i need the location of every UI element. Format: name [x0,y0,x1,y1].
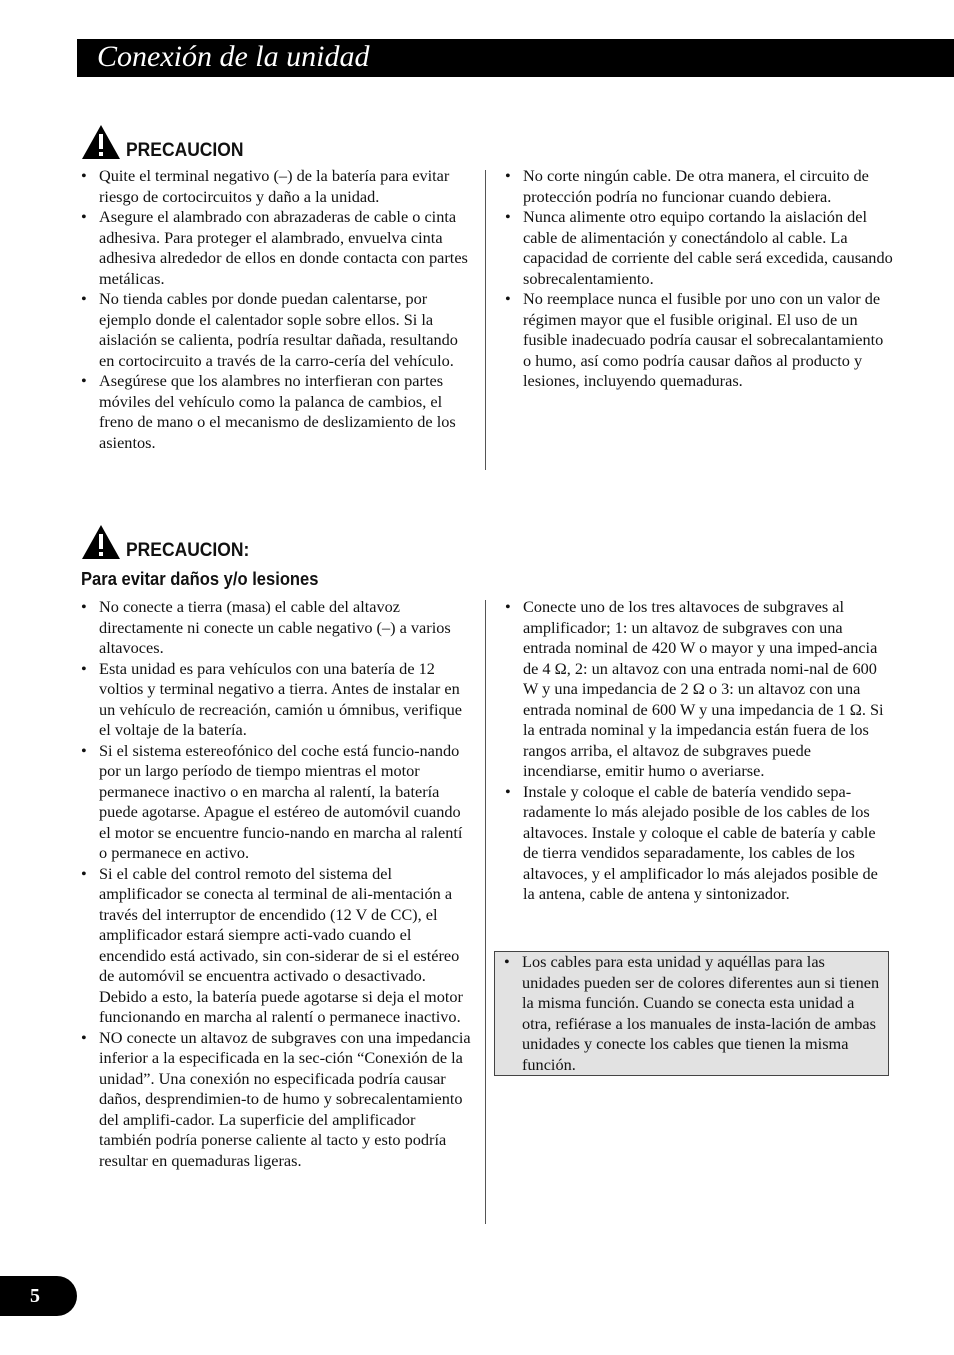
warning-triangle-icon [81,524,121,560]
section2-right-column [505,597,893,905]
section2-left-column [81,597,471,1171]
column-divider [485,600,486,1224]
list-item: • Asegúrese que los alambres no interfieran con partes móviles del vehículo como la palanca de cambios, el freno de mano o el mecanismo de deslizamiento de los asientos. [81,371,471,453]
list-item: • Instale y coloque el cable de batería vendido sepa-radamente lo más alejado posible de los cables de los altavoces. Instale y coloque el cable de batería y cable de tierra vendidos separadamente, los cables de los altavoces, y el amplificador lo más alejados posible de la antena, cable de antena y sintonizador. [505,782,893,905]
note-box [494,951,889,1076]
warning-label: PRECAUCION [126,140,244,161]
page-number: 5 [30,1285,40,1307]
list-item: • No corte ningún cable. De otra manera, el circuito de protección podría no funcionar cuando debiera. [505,166,893,207]
bullet-list [505,597,893,905]
list-item: • No tienda cables por donde puedan calentarse, por ejemplo donde el calentador sople sobre ellos. Si la aislación se calienta, podría resultar dañada, resultando en cortocircuito a través de la carro-cería del vehículo. [81,289,471,371]
warning-heading-2 [81,524,260,560]
section1-right-column [505,166,893,392]
list-item: • NO conecte un altavoz de subgraves con una impedancia inferior a la especificada en la sec-ción “Conexión de la unidad”. Una conexión no especificada podría causar daños, desprendimien-to de humo y sobrecalentamiento del amplifi-cador. La superficie del amplificador también podría ponerse caliente al tacto y esto podría resultar en quemaduras ligeras. [81,1028,471,1172]
list-item: • Si el cable del control remoto del sistema del amplificador se conecta al terminal de ali-mentación a través del interruptor de encendido (12 V de CC), el amplificador estará siempre acti-vado cuando el encendido está activado, sin con-siderar de si el estéreo de automóvil se encuentra activado o desactivado. Debido a esto, la batería puede agotarse si deja el motor funcionando en marcha al ralentí o permanece inactivo. [81,864,471,1028]
page-number-tab [0,1276,77,1316]
list-item: • No conecte a tierra (masa) el cable del altavoz directamente ni conecte un cable negativo (–) a varios altavoces. [81,597,471,659]
page-title: Conexión de la unidad [97,40,370,73]
list-item: • No reemplace nunca el fusible por uno con un valor de régimen mayor que el fusible original. El uso de un fusible inadecuado podría causar el sobrecalantamiento o humo, así como podría causar daños al producto y lesiones, incluyendo quemaduras. [505,289,893,392]
list-item: • Quite el terminal negativo (–) de la batería para evitar riesgo de cortocircuitos y daño a la unidad. [81,166,471,207]
note-text: • Los cables para esta unidad y aquéllas para las unidades pueden ser de colores diferentes aun si tienen la misma función. Cuando se conecta esta unidad a otra, refiérase a los manuales de insta-lación de ambas unidades y conecte los cables que tienen la misma función. [504,952,880,1075]
bullet-list [504,952,880,1075]
list-item: • Conecte uno de los tres altavoces de subgraves al amplificador; 1: un altavoz de subgraves con una entrada nominal de 420 W o mayor y una imped-ancia de 4 Ω, 2: un altavoz con una entrada nomi-nal de 600 W y una impedancia de 2 Ω o 3: un altavoz con una entrada nominal de 600 W y una impedancia de 1 Ω. Si la entrada nominal y la impedancia están fuera de los rangos arriba, el altavoz de subgraves puede incendiarse, emitir humo o averiarse. [505,597,893,782]
header-bar [77,39,954,77]
warning-label: PRECAUCION: [126,540,250,561]
list-item: • Nunca alimente otro equipo cortando la aislación del cable de alimentación y conectándolo al cable. La capacidad de corriente del cable será excedida, causando sobrecalentamiento. [505,207,893,289]
warning-heading-1 [81,124,254,160]
list-item: • Si el sistema estereofónico del coche está funcio-nando por un largo período de tiempo mientras el motor permanece inactivo o en marcha al ralentí, la batería puede agotarse. Apague el estéreo de automóvil cuando el motor se encuentre funcio-nando en marcha al ralentí o permanece en activo. [81,741,471,864]
bullet-list [81,597,471,1171]
section1-left-column [81,166,471,453]
bullet-list [505,166,893,392]
section-subheading: Para evitar daños y/o lesiones [81,569,319,589]
bullet-list [81,166,471,453]
column-divider [485,170,486,470]
warning-triangle-icon [81,124,121,160]
list-item: • Asegure el alambrado con abrazaderas de cable o cinta adhesiva. Para proteger el alambrado, envuelva cinta adhesiva alrededor de ellos en donde contacta con partes metálicas. [81,207,471,289]
list-item: • Esta unidad es para vehículos con una batería de 12 voltios y terminal negativo a tierra. Antes de instalar en un vehículo de recreación, camión u ómnibus, verifique el voltaje de la batería. [81,659,471,741]
